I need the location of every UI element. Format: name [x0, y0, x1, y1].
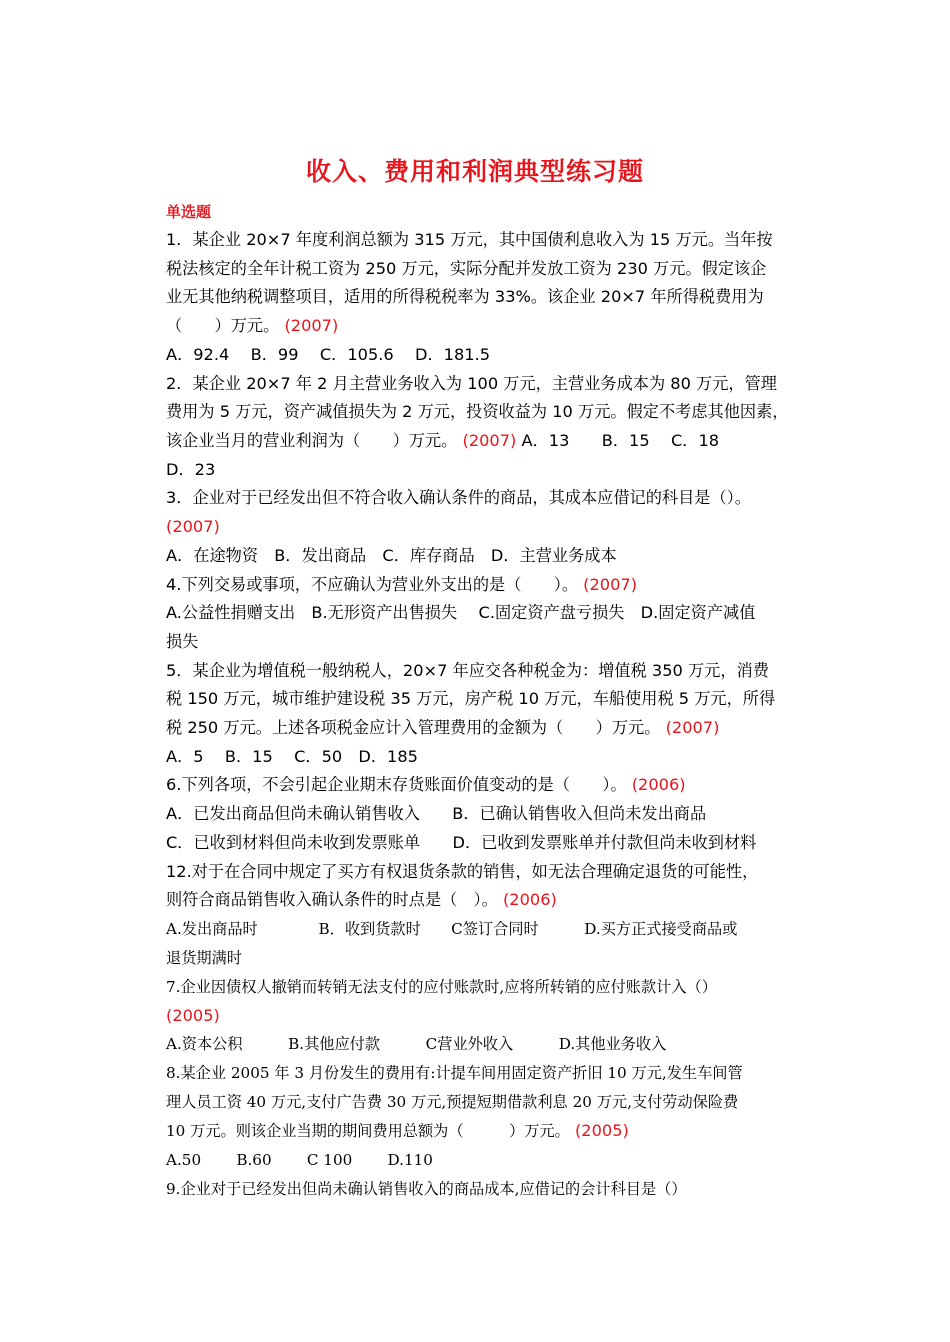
text-line — [166, 775, 686, 795]
text-line — [166, 517, 220, 537]
line-text: 业无其他纳税调整项目，适用的所得税税率为 33%。该企业 20×7 年所得税费用为 — [166, 287, 764, 306]
year-tag: (2007) — [279, 316, 339, 335]
text-line — [166, 345, 490, 365]
text-line — [166, 1006, 220, 1026]
line-text: A．已发出商品但尚未确认销售收入 B．已确认销售收入但尚未发出商品 — [166, 804, 707, 823]
text-line — [166, 460, 215, 480]
document-title: 收入、费用和利润典型练习题 — [305, 157, 644, 186]
year-tag: (2007) — [457, 431, 517, 450]
section-heading: 单选题 — [166, 203, 212, 221]
line-text-after: A．13 B．15 C．18 — [516, 431, 720, 450]
text-line — [166, 259, 766, 279]
line-text: 则符合商品销售收入确认条件的时点是（ ）。 — [166, 890, 498, 909]
line-text: A.公益性捐赠支出 B.无形资产出售损失 C.固定资产盘亏损失 D.固定资产减值 — [166, 603, 756, 622]
text-line — [166, 287, 764, 307]
year-tag: (2005) — [569, 1121, 629, 1140]
text-line — [166, 804, 706, 824]
line-text: A.发出商品时 B．收到货款时 C签订合同时 D.买方正式接受商品或 — [166, 920, 738, 938]
line-text: 6.下列各项，不会引起企业期末存货账面价值变动的是（ ）。 — [166, 775, 627, 794]
year-tag: (2007) — [660, 718, 720, 737]
text-line — [166, 661, 769, 681]
line-text: 税 250 万元。上述各项税金应计入管理费用的金额为（ ）万元。 — [166, 718, 661, 737]
line-text: （ ）万元。 — [166, 316, 280, 335]
text-line — [166, 919, 737, 939]
text-line — [166, 948, 242, 968]
text-line — [166, 374, 777, 394]
line-text: 2．某企业 20×7 年 2 月主营业务收入为 100 万元，主营业务成本为 80 万元，管理 — [166, 374, 777, 393]
text-line — [166, 316, 338, 336]
text-line — [166, 603, 755, 623]
text-line — [166, 1063, 743, 1083]
text-line — [166, 230, 773, 250]
line-text: 8.某企业 2005 年 3 月份发生的费用有:计提车间用固定资产折旧 10 万元,发生车间管 — [166, 1064, 743, 1082]
text-line — [166, 1150, 433, 1170]
text-line — [166, 747, 418, 767]
line-text: A.50 B.60 C 100 D.110 — [166, 1151, 433, 1169]
text-line — [166, 833, 756, 853]
line-text: 费用为 5 万元，资产减值损失为 2 万元，投资收益为 10 万元。假定不考虑其他因素， — [166, 402, 789, 421]
line-text: 4.下列交易或事项，不应确认为营业外支出的是（ ）。 — [166, 575, 579, 594]
line-text: 3．企业对于已经发出但不符合收入确认条件的商品，其成本应借记的科目是（）。 — [166, 488, 751, 507]
text-line — [166, 575, 637, 595]
year-tag: (2007) — [166, 517, 220, 536]
year-tag: (2006) — [497, 890, 557, 909]
year-tag: (2005) — [166, 1006, 220, 1025]
text-line — [166, 862, 758, 882]
line-text: 税法核定的全年计税工资为 250 万元，实际分配并发放工资为 230 万元。假定该企 — [166, 259, 767, 278]
line-text: 12.对于在合同中规定了买方有权退货条款的销售，如无法合理确定退货的可能性， — [166, 862, 759, 881]
text-line — [166, 977, 717, 997]
line-text: A．5 B．15 C．50 D．185 — [166, 747, 418, 766]
line-text: C．已收到材料但尚未收到发票账单 D．已收到发票账单并付款但尚未收到材料 — [166, 833, 757, 852]
text-line — [166, 1092, 738, 1112]
line-text: 7.企业因债权人撤销而转销无法支付的应付账款时,应将所转销的应付账款计入（） — [166, 978, 717, 996]
line-text: 理人员工资 40 万元,支付广告费 30 万元,预提短期借款利息 20 万元,支付劳动保险费 — [166, 1093, 739, 1111]
line-text: 该企业当月的营业利润为（ ）万元。 — [166, 431, 458, 450]
line-text: A．92.4 B．99 C．105.6 D．181.5 — [166, 345, 491, 364]
text-line — [166, 402, 788, 422]
text-line — [166, 546, 617, 566]
line-text: D．23 — [166, 460, 216, 479]
year-tag: (2006) — [626, 775, 686, 794]
line-text: 5．某企业为增值税一般纳税人，20×7 年应交各种税金为：增值税 350 万元，消费 — [166, 661, 769, 680]
text-line — [166, 488, 751, 508]
line-text: 9.企业对于已经发出但尚未确认销售收入的商品成本,应借记的会计科目是（） — [166, 1180, 687, 1198]
line-text: 10 万元。则该企业当期的期间费用总额为（ ）万元。 — [166, 1122, 570, 1140]
text-line — [166, 718, 719, 738]
line-text: 1．某企业 20×7 年度利润总额为 315 万元，其中国债利息收入为 15 万元。当年按 — [166, 230, 773, 249]
text-line — [166, 431, 719, 451]
year-tag: (2007) — [578, 575, 638, 594]
line-text: A．在途物资 B．发出商品 C．库存商品 D．主营业务成本 — [166, 546, 617, 565]
line-text: 损失 — [166, 632, 199, 651]
line-text: A.资本公积 B.其他应付款 C营业外收入 D.其他业务收入 — [166, 1035, 667, 1053]
text-line — [166, 1179, 687, 1199]
line-text: 退货期满时 — [166, 949, 242, 967]
text-line — [166, 632, 198, 652]
text-line — [166, 689, 775, 709]
line-text: 税 150 万元，城市维护建设税 35 万元，房产税 10 万元，车船使用税 5 万元，所得 — [166, 689, 776, 708]
text-line — [166, 1034, 666, 1054]
text-line — [166, 1121, 629, 1141]
text-line — [166, 890, 557, 910]
